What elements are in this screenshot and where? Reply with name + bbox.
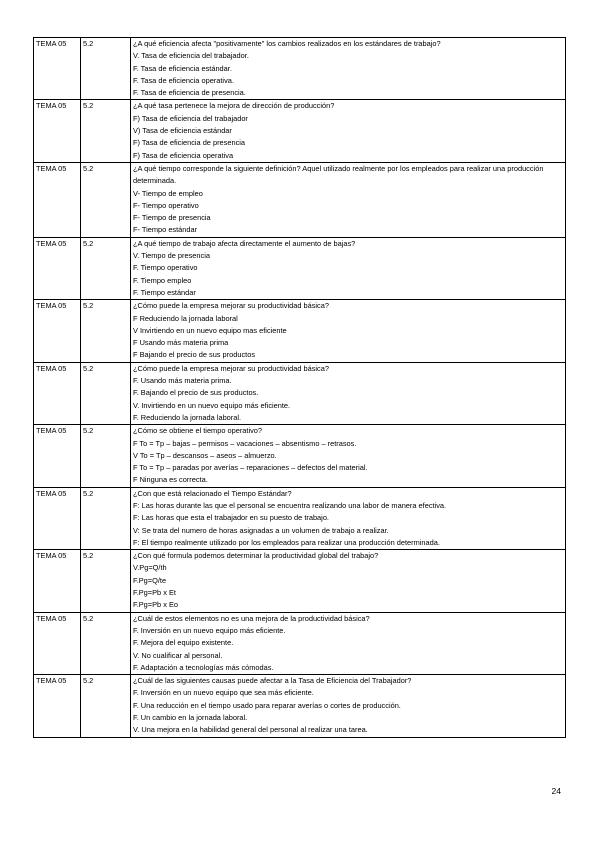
question-cell: [131, 100, 566, 162]
answer-option: F. Bajando el precio de sus productos.: [133, 388, 259, 398]
topic-cell: TEMA 05: [34, 300, 81, 362]
topic-cell: TEMA 05: [34, 100, 81, 162]
question-text: ¿A qué tasa pertenece la mejora de dirección de producción?: [133, 101, 335, 111]
page-number: 24: [551, 786, 561, 796]
answer-option: F Reduciendo la jornada laboral: [133, 313, 238, 323]
questions-table: [33, 37, 566, 738]
answer-option: F. Tasa de eficiencia estándar.: [133, 63, 232, 73]
table-row: [34, 38, 566, 100]
question-text: ¿Cuál de estos elementos no es una mejora de la productividad básica?: [133, 613, 370, 623]
topic-cell: TEMA 05: [34, 612, 81, 674]
question-text: ¿A qué eficiencia afecta "positivamente" los cambios realizados en los estándares de trabajo?: [133, 39, 441, 48]
section-cell: 5.2: [81, 100, 131, 162]
answer-option: V- Tiempo de empleo: [133, 188, 203, 198]
table-row: [34, 362, 566, 424]
question-cell: [131, 425, 566, 487]
section-cell: 5.2: [81, 162, 131, 237]
topic-cell: TEMA 05: [34, 675, 81, 737]
answer-option: F. Adaptación a tecnologías más cómodas.: [133, 662, 274, 672]
answer-option: F- Tiempo estándar: [133, 225, 198, 235]
answer-option: F. Mejora del equipo existente.: [133, 638, 234, 648]
answer-option: F. Un cambio en la jornada laboral.: [133, 713, 248, 723]
answer-option: F. Reduciendo la jornada laboral.: [133, 412, 242, 422]
question-cell: [131, 675, 566, 737]
answer-option: F To = Tp – paradas por averías – reparaciones – defectos del material.: [133, 463, 368, 473]
section-cell: 5.2: [81, 675, 131, 737]
topic-cell: TEMA 05: [34, 162, 81, 237]
table-row: [34, 675, 566, 737]
answer-option: F. Tasa de eficiencia operativa.: [133, 75, 234, 85]
question-text: ¿Cómo puede la empresa mejorar su productividad básica?: [133, 363, 329, 373]
table-row: [34, 425, 566, 487]
question-cell: [131, 550, 566, 612]
table-row: [34, 612, 566, 674]
answer-option: F) Tasa de eficiencia operativa: [133, 150, 234, 160]
answer-option: F- Tiempo de presencia: [133, 213, 211, 223]
answer-option: F Usando más materia prima: [133, 338, 229, 348]
answer-option: V: Se trata del numero de horas asignadas a un volumen de trabajo a realizar.: [133, 525, 389, 535]
section-cell: 5.2: [81, 612, 131, 674]
table-row: [34, 487, 566, 549]
answer-option: F. Tasa de eficiencia de presencia.: [133, 88, 246, 98]
table-row: [34, 237, 566, 299]
answer-option: V.Pg=Q/th: [133, 563, 167, 573]
question-cell: [131, 612, 566, 674]
answer-option: F. Tiempo empleo: [133, 275, 192, 285]
answer-option: V. Tasa de eficiencia del trabajador.: [133, 51, 249, 61]
answer-option: F.Pg=Pb x Eo: [133, 600, 178, 610]
answer-option: F. Tiempo estándar: [133, 287, 196, 297]
table-row: [34, 100, 566, 162]
answer-option: F: Las horas que esta el trabajador en su puesto de trabajo.: [133, 513, 329, 523]
answer-option: F Bajando el precio de sus productos: [133, 350, 256, 360]
answer-option: V. Invirtiendo en un nuevo equipo más eficiente.: [133, 400, 291, 410]
question-cell: [131, 162, 566, 237]
topic-cell: TEMA 05: [34, 237, 81, 299]
question-text: ¿A qué tiempo corresponde la siguiente definición? Aquel utilizado realmente por los empleados para realizar una producción determinada.: [133, 163, 544, 186]
section-cell: 5.2: [81, 487, 131, 549]
question-text: ¿Cuál de las siguientes causas puede afectar a la Tasa de Eficiencia del Trabajador?: [133, 676, 412, 686]
answer-option: F) Tasa de eficiencia de presencia: [133, 138, 246, 148]
topic-cell: TEMA 05: [34, 425, 81, 487]
section-cell: 5.2: [81, 362, 131, 424]
answer-option: F: El tiempo realmente utilizado por los empleados para realizar una producción determinada.: [133, 537, 440, 547]
section-cell: 5.2: [81, 237, 131, 299]
answer-option: F- Tiempo operativo: [133, 200, 199, 210]
section-cell: 5.2: [81, 300, 131, 362]
table-row: [34, 162, 566, 237]
section-cell: 5.2: [81, 425, 131, 487]
answer-option: V) Tasa de eficiencia estándar: [133, 126, 232, 136]
answer-option: V. No cualificar al personal.: [133, 650, 223, 660]
question-text: ¿Con qué formula podemos determinar la productividad global del trabajo?: [133, 551, 379, 561]
question-cell: [131, 237, 566, 299]
section-cell: 5.2: [81, 38, 131, 100]
answer-option: F. Usando más materia prima.: [133, 376, 232, 386]
question-text: ¿Cómo se obtiene el tiempo operativo?: [133, 426, 262, 436]
answer-option: F.Pg=Pb x Et: [133, 588, 176, 598]
table-row: [34, 550, 566, 612]
answer-option: V. Tiempo de presencia: [133, 251, 210, 261]
answer-option: F To = Tp – bajas – permisos – vacaciones – absentismo – retrasos.: [133, 438, 357, 448]
question-cell: [131, 38, 566, 100]
question-cell: [131, 487, 566, 549]
answer-option: F) Tasa de eficiencia del trabajador: [133, 113, 248, 123]
answer-option: V To = Tp – descansos – aseos – almuerzo.: [133, 450, 277, 460]
question-text: ¿Con que está relacionado el Tiempo Estándar?: [133, 488, 292, 498]
question-text: ¿A qué tiempo de trabajo afecta directamente el aumento de bajas?: [133, 238, 356, 248]
topic-cell: TEMA 05: [34, 550, 81, 612]
question-cell: [131, 362, 566, 424]
answer-option: F. Inversión en un nuevo equipo más eficiente.: [133, 625, 286, 635]
question-cell: [131, 300, 566, 362]
answer-option: F. Una reducción en el tiempo usado para reparar averías o cortes de producción.: [133, 700, 401, 710]
topic-cell: TEMA 05: [34, 487, 81, 549]
answer-option: F: Las horas durante las que el personal se encuentra realizando una labor de manera efectiva.: [133, 500, 447, 510]
questions-table-body: [34, 38, 566, 738]
section-cell: 5.2: [81, 550, 131, 612]
answer-option: F.Pg=Q/te: [133, 575, 167, 585]
answer-option: V. Una mejora en la habilidad general del personal al realizar una tarea.: [133, 725, 368, 735]
question-text: ¿Cómo puede la empresa mejorar su productividad básica?: [133, 301, 329, 311]
answer-option: V Invirtiendo en un nuevo equipo mas eficiente: [133, 325, 287, 335]
topic-cell: TEMA 05: [34, 38, 81, 100]
answer-option: F. Inversión en un nuevo equipo que sea más eficiente.: [133, 688, 314, 698]
table-row: [34, 300, 566, 362]
topic-cell: TEMA 05: [34, 362, 81, 424]
answer-option: F. Tiempo operativo: [133, 263, 198, 273]
answer-option: F Ninguna es correcta.: [133, 475, 208, 485]
